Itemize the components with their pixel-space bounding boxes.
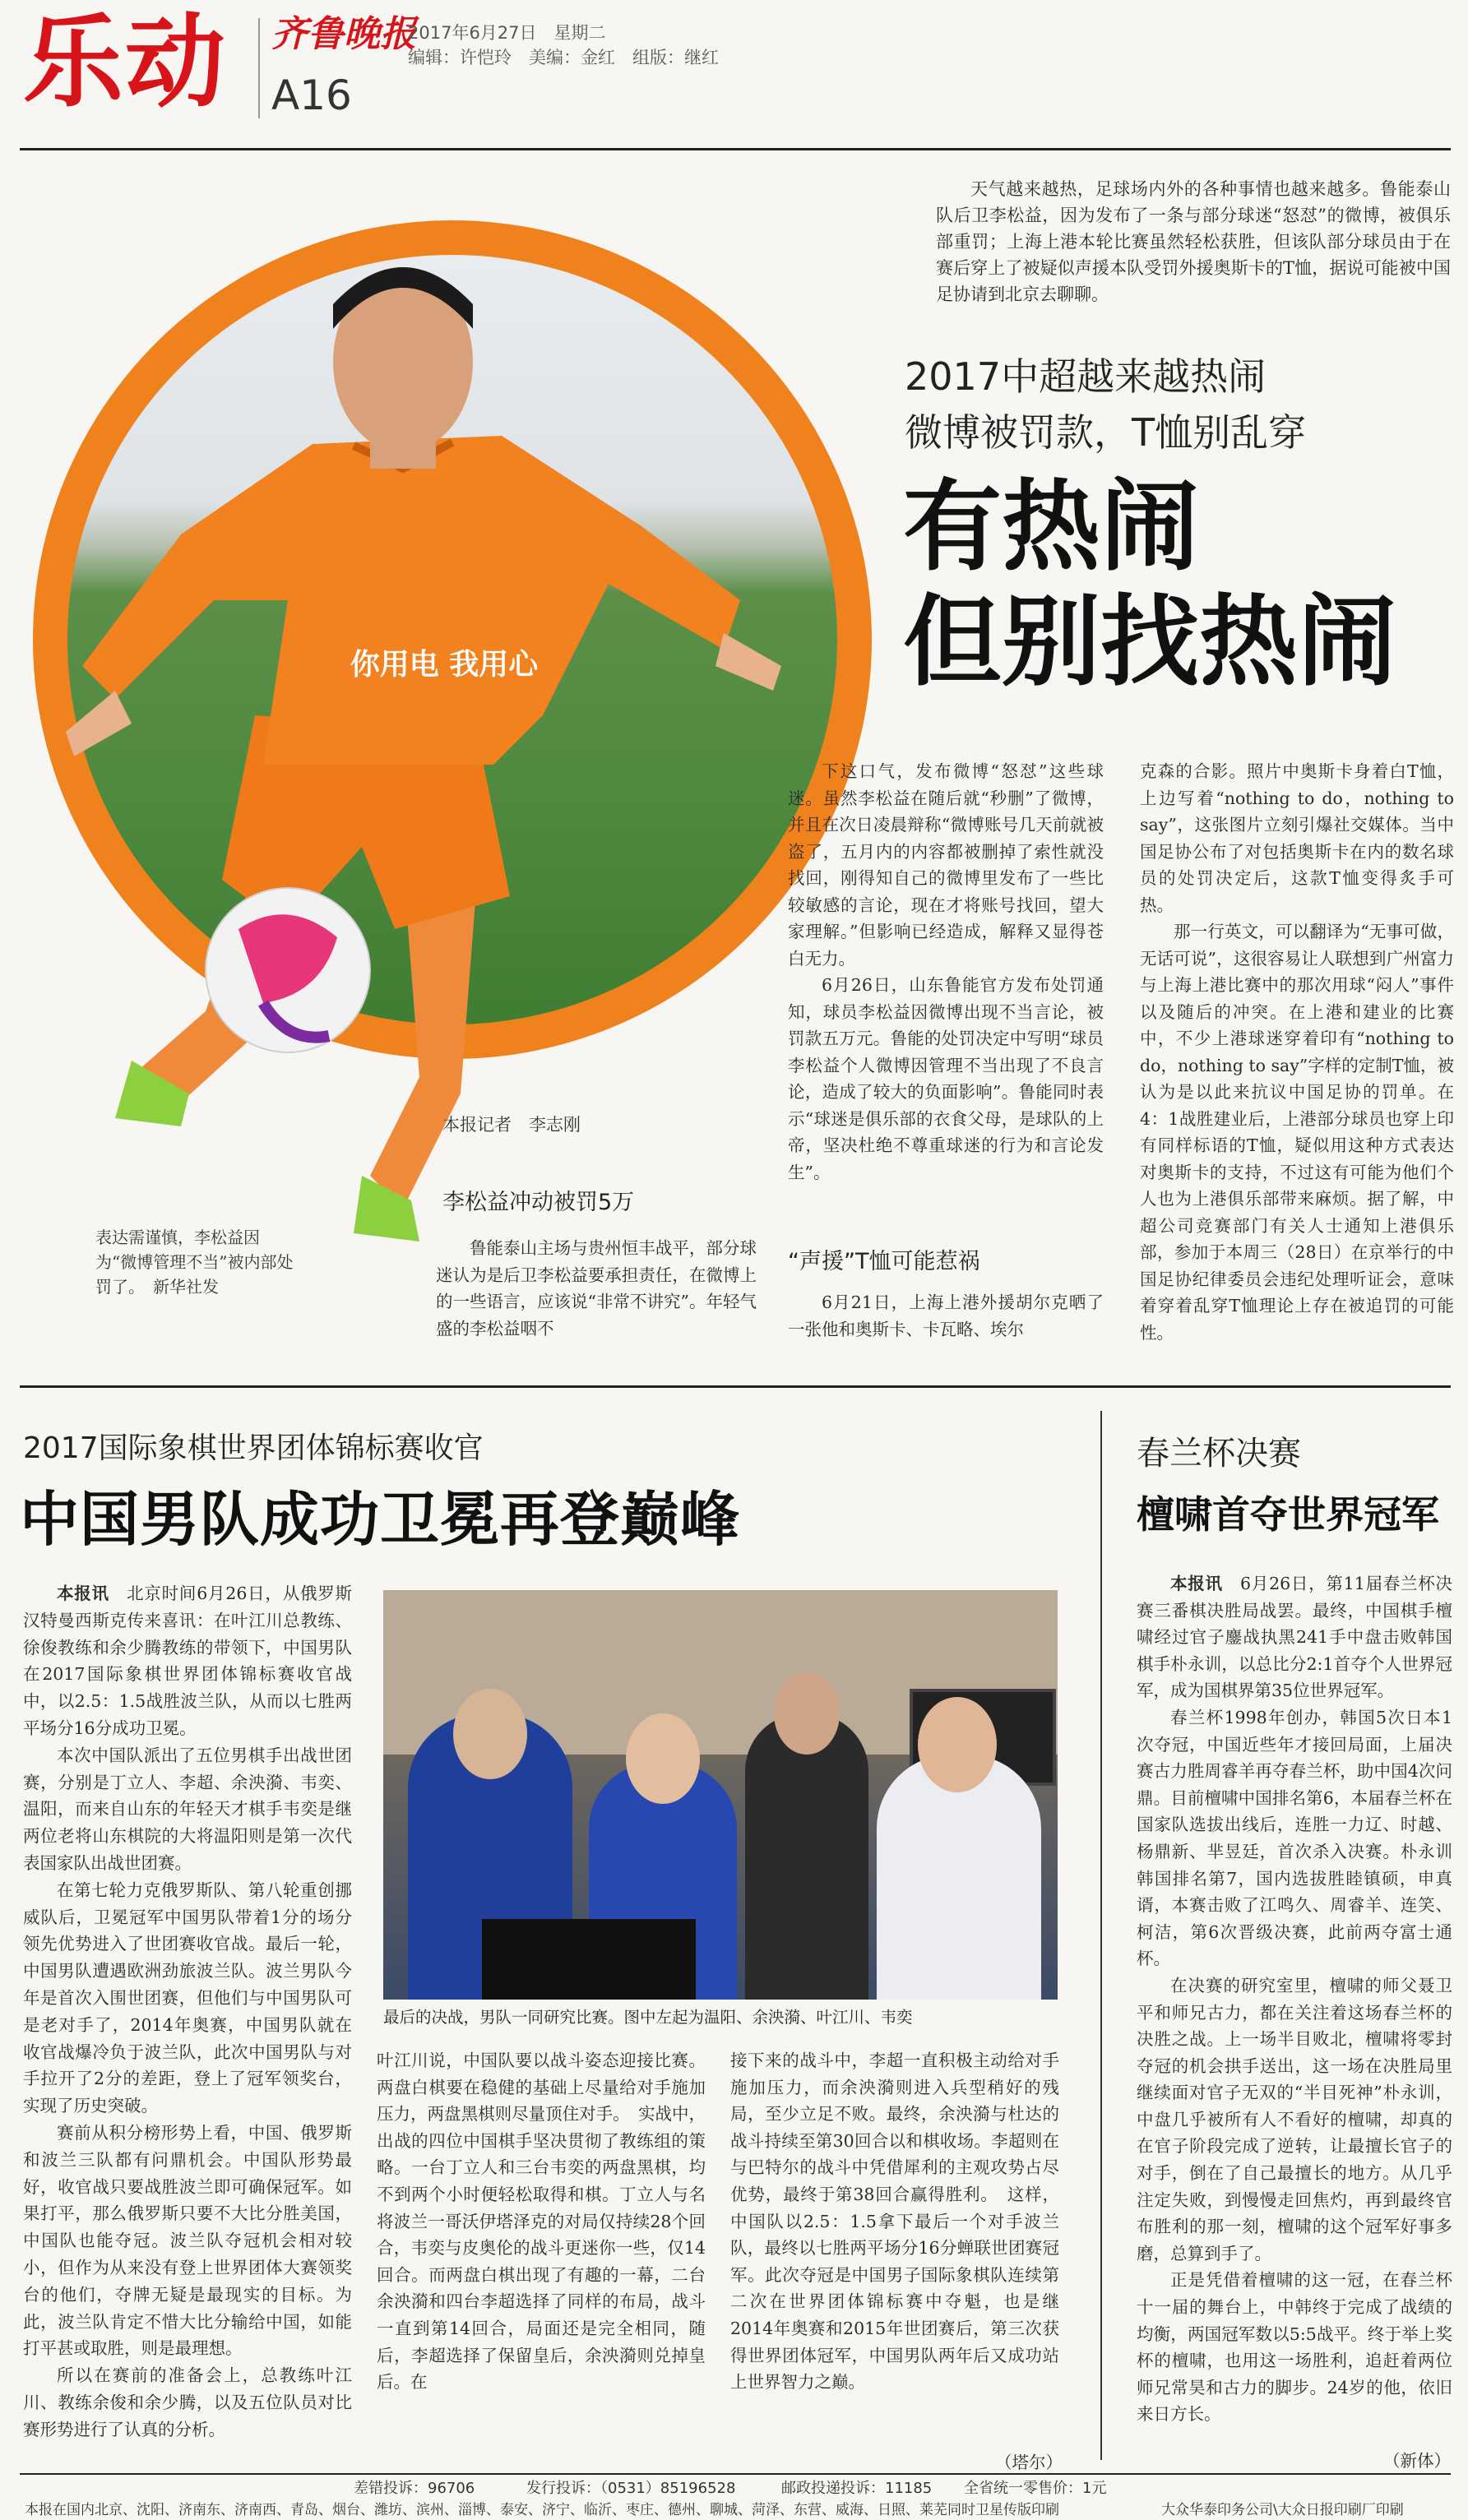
story2-signoff: （塔尔）: [995, 2453, 1063, 2472]
story1-col2: 下这口气，发布微博“怒怼”这些球迷。虽然李松益在随后就“秒删”了微博，并且在次日凌晨辩称“微博账号几天前就被盗了，五月内的内容都被删掉了索性就没找回，刚得知自己的微博里发布了一些比较敏感的言论，现在才将账号找回，望大家理解。”但影响已经造成，解释又显得苍白无力。 6月26日，山东鲁能官方发布处罚通知，球员李松益因微博出现不当言论，被罚款五万元。鲁能的处罚决定中写明“球员李松益个人微博因管理不当出现了不良言论，造成了较大的负面影响”。鲁能同时表示“球迷是俱乐部的衣食父母，是球队的上帝，坚决杜绝不尊重球迷的行为和言论发生”。: [788, 761, 1104, 1182]
chess-photo-caption: 最后的决战，男队一同研究比赛。图中左起为温阳、余泱漪、叶江川、韦奕: [383, 2008, 913, 2027]
masthead: [0, 0, 1468, 146]
story1-col2c: 6月21日，上海上港外援胡尔克晒了一张他和奥斯卡、卡瓦略、埃尔: [788, 1292, 1104, 1339]
story1-col1: 鲁能泰山主场与贵州恒丰战平，部分球迷认为是后卫李松益要承担责任，在微博上的一些语言，应该说“非常不讲究”。年轻气盛的李松益咽不: [436, 1238, 757, 1339]
story2-col3: 接下来的战斗中，李超一直积极主动给对手施加压力，而余泱漪则进入兵型稍好的残局，至少立足不败。最终，余泱漪与杜达的战斗持续至第30回合以和棋收场。李超则在与巴特尔的战斗中凭借犀利的主观攻势占尽优势，最终于第38回合赢得胜利。 这样，中国队以2.5：1.5拿下最后一个对手波兰队，最终以七胜两平场分16分蝉联世团赛冠军。此次夺冠是中国男子国际象棋队连续第二次在世界团体锦标赛中夺魁，也是继2014年奥赛和2015年世团赛后，第三次获得世界团体冠军，中国男队两年后又成功站上世界智力之巅。: [730, 2051, 1059, 2393]
story1-col3: 克森的合影。照片中奥斯卡身着白T恤，上边写着“nothing to do，nothing to say”，这张图片立刻引爆社交媒体。当中国足协公布了对包括奥斯卡在内的数名球员的处罚决定后，这款T恤变得炙手可热。 那一行英文，可以翻译为“无事可做，无话可说”，这很容易让人联想到广州富力与上海上港比赛中的那次用球“闷人”事件以及随后的冲突。在上港和建业的比赛中，不少上港球迷穿着印有“nothing to do，nothing to say”字样的定制T恤，被认为是以此来抗议中国足协的罚单。在4：1战胜建业后，上港部分球员也穿上印有同样标语的T恤，疑似用这种方式表达对奥斯卡的支持，不过这有可能为他们个人也为上港俱乐部带来麻烦。据了解，中超公司竞赛部门有关人士通知上港俱乐部，参加于本周三（28日）在京举行的中国足协纪律委员会违纪处理听证会，意味着穿着乱穿T恤理论上存在被追罚的可能性。: [1140, 761, 1454, 1343]
story3-kicker: 春兰杯决赛: [1137, 1435, 1301, 1473]
photo-player-3: [745, 1713, 868, 2000]
story1-headline-1: 有热闹: [903, 470, 1199, 585]
column-divider: [1100, 1411, 1102, 2460]
story1-subhead-1: 李松益冲动被罚5万: [442, 1190, 635, 1215]
footer-price: 全省统一零售价：1元: [964, 2480, 1107, 2497]
player-arm: [66, 691, 132, 756]
story1-headline-2: 但别找热闹: [903, 585, 1396, 700]
footer-line-2: [0, 2498, 1468, 2519]
footer-print-sites: 本报在国内北京、沈阳、济南东、济南西、青岛、烟台、潍坊、滨州、淄博、泰安、济宁、临沂、枣庄、德州、聊城、菏泽、东营、威海、日照、莱芜同时卫星传版印刷: [25, 2502, 1059, 2518]
footer-printer: 大众华泰印务公司\大众日报印刷厂印刷: [1161, 2502, 1404, 2518]
page-number: A16: [271, 72, 352, 119]
footer-line-1: [0, 2476, 1468, 2498]
story2-tag: 本报讯: [57, 1584, 109, 1603]
story2-col2: 叶江川说，中国队要以战斗姿态迎接比赛。两盘白棋要在稳健的基础上尽量给对手施加压力，两盘黑棋则尽量顶住对手。 实战中，出战的四位中国棋手坚决贯彻了教练组的策略。一台丁立人和三台韦奕的两盘黑棋，均不到两个小时便轻松取得和棋。丁立人与名将波兰一哥沃伊塔泽克的对局仅持续28个回合，韦奕与皮奥伦的战斗更迷你一些，仅14回合。而两盘白棋出现了有趣的一幕，二台余泱漪和四台李超选择了同样的布局，战斗一直到第14回合，局面还是完全相同，随后，李超选择了保留皇后，余泱漪则兑掉皇后。在: [377, 2051, 706, 2393]
section-title: 乐动: [23, 4, 227, 121]
story1-subhead-2: “声援”T恤可能惹祸: [788, 1249, 980, 1274]
story2-headline: 中国男队成功卫冕再登巅峰: [20, 1485, 741, 1554]
date-line: 2017年6月27日 星期二: [408, 23, 606, 43]
story1-kicker-2: 微博被罚款，T恤别乱穿: [905, 410, 1307, 455]
section-rule: [20, 1385, 1451, 1388]
photo-player: [16, 140, 839, 1307]
story1-kicker-1: 2017中超越来越热闹: [905, 354, 1267, 399]
photo-laptop: [482, 1919, 696, 2000]
story2-kicker: 2017国际象棋世界团体锦标赛收官: [23, 1431, 484, 1465]
footer-complaint-post: 邮政投递投诉：11185: [781, 2480, 933, 2497]
newspaper-logo: 齐鲁晚报: [271, 13, 416, 55]
masthead-divider: [258, 18, 260, 118]
editors-line: 编辑：许恺玲 美编：金红 组版：继红: [408, 48, 719, 67]
player-jersey: [82, 436, 740, 765]
story3-headline: 檀啸首夺世界冠军: [1137, 1492, 1439, 1537]
story3-body: 本报讯 6月26日，第11届春兰杯决赛三番棋决胜局战罢。最终，中国棋手檀啸经过官子鏖战执黑241手中盘击败韩国棋手朴永训，以总比分2:1首夺个人世界冠军，成为国棋界第35位世界冠军。 春兰杯1998年创办，韩国5次日本1次夺冠，中国近些年才接回局面，上届决赛古力胜周睿羊再夺春兰杯，助中国4次问鼎。目前檀啸中国排名第6，本届春兰杯在国家队选拔出线后，连胜一力辽、时越、杨鼎新、芈昱廷，首次杀入决赛。朴永训韩国排名第7，国内选拔胜睦镇硕，申真谞，本赛击败了江鸣久、周睿羊、连笑、柯洁，第6次晋级决赛，此前两夺富士通杯。 在决赛的研究室里，檀啸的师父聂卫平和师兄古力，都在关注着这场春兰杯的决胜之战。上一场半目败北，檀啸将零封夺冠的机会拱手送出，这一场在决胜局里继续面对官子无双的“半目死神”朴永训，中盘几乎被所有人不看好的檀啸，却真的在官子阶段完成了逆转，让最擅长官子的对手，倒在了自己最擅长的地方。从几乎注定失败，到慢慢走回焦灼，再到最终官布胜利的那一刻，檀啸的这个冠军好事多磨，总算到手了。 正是凭借着檀啸的这一冠，在春兰杯十一届的舞台上，中韩终于完成了战绩的均衡，两国冠军数以5:5战平。终于举上奖杯的檀啸，也用这一场胜利，追赶着两位师兄常昊和古力的脚步。24岁的他，依旧来日方长。: [1137, 1574, 1453, 2425]
chess-photo: [383, 1590, 1058, 2000]
story2-col1: 本报讯 北京时间6月26日，从俄罗斯汉特曼西斯克传来喜讯：在叶江川总教练、徐俊教练和余少腾教练的带领下，中国男队在2017国际象棋世界团体锦标赛收官战中，以2.5：1.5战胜波兰队，从而以七胜两平场分16分成功卫冕。 本次中国队派出了五位男棋手出战世团赛，分别是丁立人、李超、余泱漪、韦奕、温阳，而来自山东的年轻天才棋手韦奕是继两位老将山东棋院的大将温阳则是第一次代表国家队出战世团赛。 在第七轮力克俄罗斯队、第八轮重创挪威队后，卫冕冠军中国男队带着1分的场分领先优势进入了世团赛收官战。最后一轮，中国男队遭遇欧洲劲旅波兰队。波兰男队今年是首次入围世团赛，但他们与中国男队可是老对手了，2014年奥赛，中国男队就在收官战爆冷负于波兰队，此次中国男队与对手拉开了2分的差距，登上了冠军领奖台，实现了历史突破。 赛前从积分榜形势上看，中国、俄罗斯和波兰三队都有问鼎机会。中国队形势最好，收官战只要战胜波兰即可确保冠军。如果打平，那么俄罗斯只要不大比分胜美国，中国队也能夺冠。波兰队夺冠机会相对较小，但作为从来没有登上世界团体大赛领奖台的他们，夺牌无疑是最现实的目标。为此，波兰队肯定不惜大比分输给中国，如能打平甚或取胜，则是最理想。 所以在赛前的准备会上，总教练叶江川、教练余俊和余少腾，以及五位队员对比赛形势进行了认真的分析。: [23, 1584, 353, 2439]
story3-tag: 本报讯: [1170, 1574, 1223, 1593]
footer-rule: [20, 2473, 1451, 2475]
footer-complaint-errors: 差错投诉：96706: [354, 2480, 475, 2497]
story1-byline: 本报记者 李志刚: [442, 1115, 581, 1135]
jersey-sponsor: 你用电 我用心: [350, 648, 539, 682]
story1-lead: 天气越来越热，足球场内外的各种事情也越来越多。鲁能泰山队后卫李松益，因为发布了一条与部分球迷“怒怼”的微博，被俱乐部重罚；上海上港本轮比赛虽然轻松获胜，但该队部分球员由于在赛后穿上了被疑似声援本队受罚外援奥斯卡的T恤，据说可能被中国足协请到北京去聊聊。: [936, 179, 1451, 304]
photo-caption-story1: 表达需谨慎，李松益因为“微博管理不当”被内部处罚了。 新华社发: [95, 1228, 294, 1297]
story3-signoff: （新体）: [1383, 2451, 1451, 2471]
footer-complaint-distribution: 发行投诉：（0531）85196528: [526, 2480, 736, 2497]
